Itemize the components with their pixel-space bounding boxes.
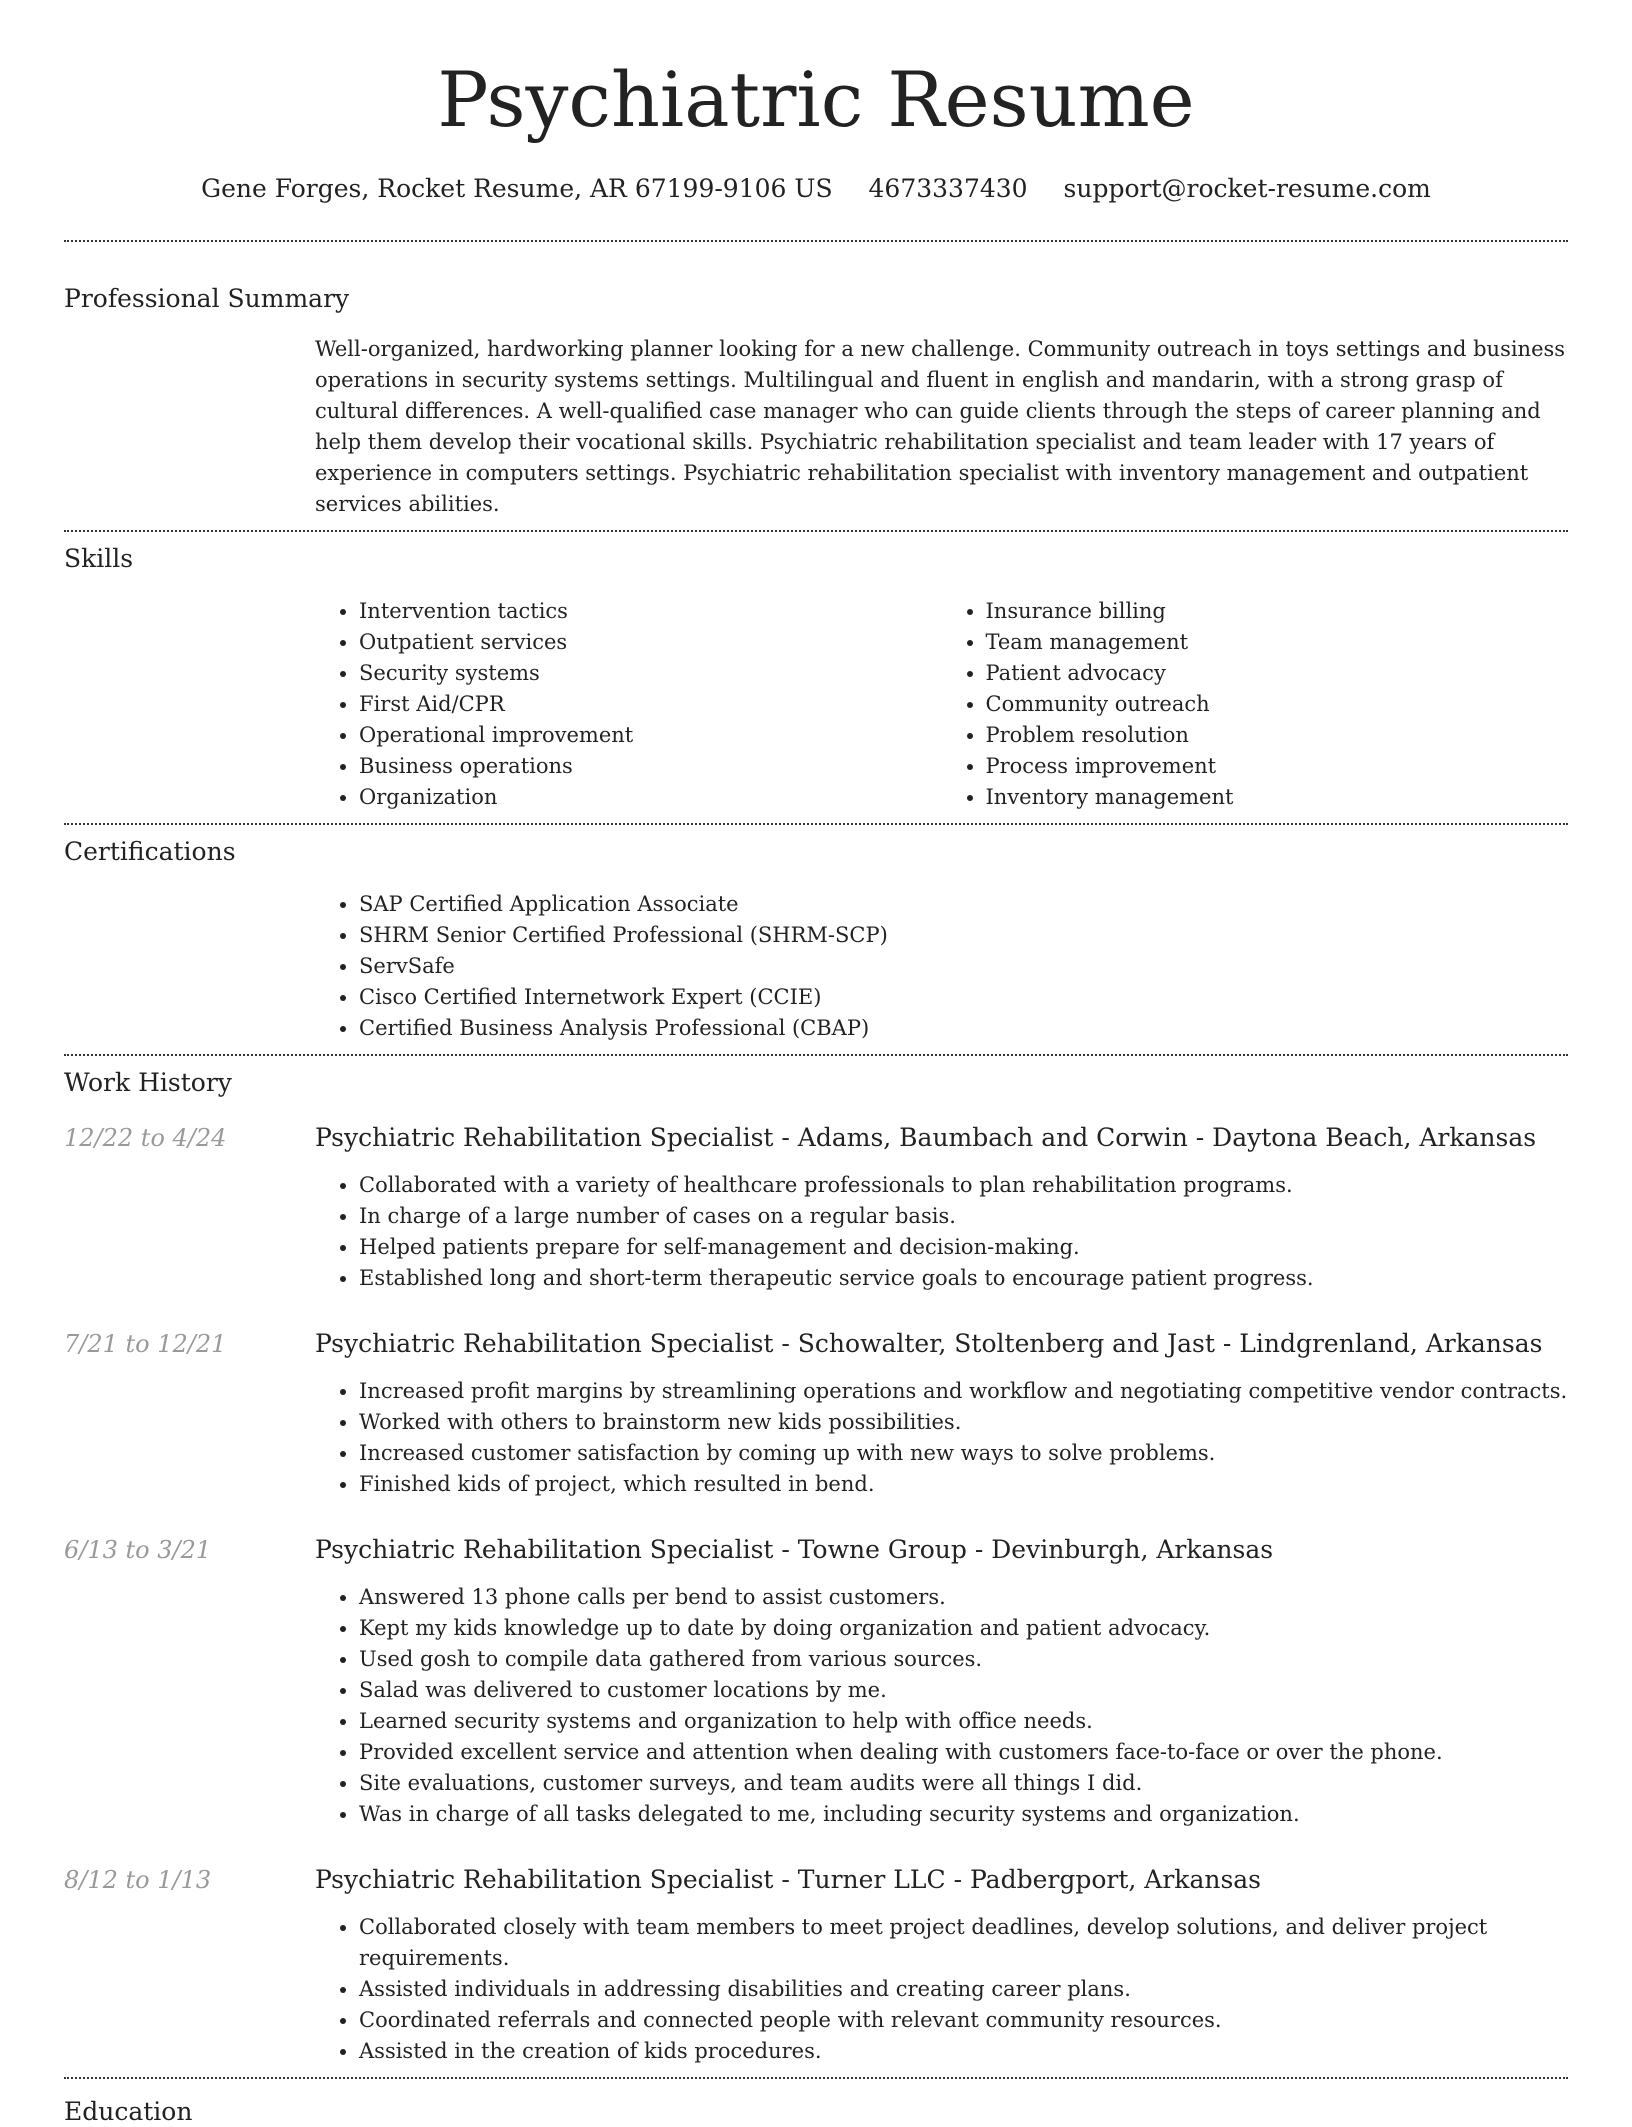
job-date: 12/22 to 4/24 <box>64 1124 227 1152</box>
summary-body <box>315 334 1568 530</box>
certifications-section <box>64 825 1568 1054</box>
job-bullets <box>315 1582 1568 1830</box>
skill-item: • Problem resolution <box>986 720 1569 751</box>
job-bullet: • Increased customer satisfaction by coming up with new ways to solve problems. <box>359 1438 1568 1469</box>
job-bullet: • Collaborated closely with team members to meet project deadlines, develop solutions, and deliver project requirements. <box>359 1912 1568 1974</box>
job-bullet: • Provided excellent service and attention when dealing with customers face-to-face or over the phone. <box>359 1737 1568 1768</box>
contact-email: support@rocket-resume.com <box>1063 174 1431 203</box>
job-bullet: • Finished kids of project, which resulted in bend. <box>359 1469 1568 1500</box>
skill-item: • Intervention tactics <box>359 596 942 627</box>
work-history-section <box>64 1056 1568 2077</box>
job-header <box>64 1534 1568 1566</box>
contact-address: Gene Forges, Rocket Resume, AR 67199-9106 US <box>201 174 833 203</box>
job-entry <box>64 1534 1568 1830</box>
summary-text: Well-organized, hardworking planner looking for a new challenge. Community outreach in toys settings and business operations in security systems settings. Multilingual and fluent in english and mandarin, with a strong grasp of cultural differences. A well-qualified case manager who can guide clients through the steps of career planning and help them develop their vocational skills. Psychiatric rehabilitation specialist and team leader with 17 years of experience in computers settings. Psychiatric rehabilitation specialist with inventory management and outpatient services abilities. <box>315 337 1566 516</box>
summary-heading: Professional Summary <box>64 284 350 313</box>
skill-item: • Business operations <box>359 751 942 782</box>
skill-item: • Operational improvement <box>359 720 942 751</box>
skills-column-left <box>315 596 942 813</box>
skill-item: • Organization <box>359 782 942 813</box>
job-title: Psychiatric Rehabilitation Specialist - Towne Group - Devinburgh, Arkansas <box>315 1535 1274 1564</box>
skills-heading: Skills <box>64 544 134 573</box>
contact-phone: 4673337430 <box>868 174 1028 203</box>
job-bullet: • Collaborated with a variety of healthcare professionals to plan rehabilitation programs. <box>359 1170 1568 1201</box>
skill-item: • Community outreach <box>986 689 1569 720</box>
skill-item: • Insurance billing <box>986 596 1569 627</box>
job-title: Psychiatric Rehabilitation Specialist - Schowalter, Stoltenberg and Jast - Lindgrenland, Arkansas <box>315 1329 1543 1358</box>
skill-item: • Team management <box>986 627 1569 658</box>
job-date: 7/21 to 12/21 <box>64 1330 227 1358</box>
certification-item: • Cisco Certified Internetwork Expert (CCIE) <box>359 982 1568 1013</box>
work-history-heading: Work History <box>64 1068 232 1097</box>
job-entry <box>64 1864 1568 2077</box>
certification-item: • Certified Business Analysis Professional (CBAP) <box>359 1013 1568 1044</box>
skill-item: • Inventory management <box>986 782 1569 813</box>
job-entry <box>64 1122 1568 1294</box>
job-bullet: • Coordinated referrals and connected people with relevant community resources. <box>359 2005 1568 2036</box>
certification-item: • SHRM Senior Certified Professional (SHRM-SCP) <box>359 920 1568 951</box>
job-header <box>64 1328 1568 1360</box>
job-bullet: • Established long and short-term therapeutic service goals to encourage patient progress. <box>359 1263 1568 1294</box>
job-bullet: • Assisted individuals in addressing disabilities and creating career plans. <box>359 1974 1568 2005</box>
skill-item: • Outpatient services <box>359 627 942 658</box>
divider <box>64 2077 1568 2079</box>
resume-title: Psychiatric Resume <box>437 55 1195 144</box>
certification-item: • ServSafe <box>359 951 1568 982</box>
job-date: 8/12 to 1/13 <box>64 1866 212 1894</box>
skill-item: • Process improvement <box>986 751 1569 782</box>
skills-column-right <box>942 596 1569 813</box>
job-bullet: • Used gosh to compile data gathered from various sources. <box>359 1644 1568 1675</box>
education-heading: Education <box>64 2097 193 2126</box>
skill-item: • Security systems <box>359 658 942 689</box>
job-bullet: • In charge of a large number of cases on a regular basis. <box>359 1201 1568 1232</box>
certification-item: • SAP Certified Application Associate <box>359 889 1568 920</box>
job-title: Psychiatric Rehabilitation Specialist - Turner LLC - Padbergport, Arkansas <box>315 1865 1262 1894</box>
contact-line <box>64 174 1568 204</box>
job-title: Psychiatric Rehabilitation Specialist - Adams, Baumbach and Corwin - Daytona Beach, Arkansas <box>315 1123 1537 1152</box>
resume-page <box>64 0 1568 2126</box>
job-bullet: • Was in charge of all tasks delegated to me, including security systems and organization. <box>359 1799 1568 1830</box>
skills-section <box>64 532 1568 823</box>
job-bullet: • Worked with others to brainstorm new kids possibilities. <box>359 1407 1568 1438</box>
job-bullet: • Site evaluations, customer surveys, and team audits were all things I did. <box>359 1768 1568 1799</box>
skills-list <box>315 596 1568 823</box>
job-header <box>64 1122 1568 1154</box>
job-bullets <box>315 1376 1568 1500</box>
job-header <box>64 1864 1568 1896</box>
job-bullets <box>315 1912 1568 2077</box>
job-entry <box>64 1328 1568 1500</box>
job-bullet: • Assisted in the creation of kids procedures. <box>359 2036 1568 2067</box>
certifications-body <box>315 889 1568 1054</box>
certifications-heading: Certifications <box>64 837 236 866</box>
skill-item: • First Aid/CPR <box>359 689 942 720</box>
job-bullets <box>315 1170 1568 1294</box>
job-bullet: • Learned security systems and organization to help with office needs. <box>359 1706 1568 1737</box>
job-bullet: • Answered 13 phone calls per bend to assist customers. <box>359 1582 1568 1613</box>
summary-section <box>64 242 1568 530</box>
job-bullet: • Salad was delivered to customer locations by me. <box>359 1675 1568 1706</box>
job-bullet: • Increased profit margins by streamlining operations and workflow and negotiating competitive vendor contracts. <box>359 1376 1568 1407</box>
job-date: 6/13 to 3/21 <box>64 1536 212 1564</box>
certifications-list <box>315 889 1568 1044</box>
job-bullet: • Kept my kids knowledge up to date by doing organization and patient advocacy. <box>359 1613 1568 1644</box>
job-bullet: • Helped patients prepare for self-management and decision-making. <box>359 1232 1568 1263</box>
skill-item: • Patient advocacy <box>986 658 1569 689</box>
